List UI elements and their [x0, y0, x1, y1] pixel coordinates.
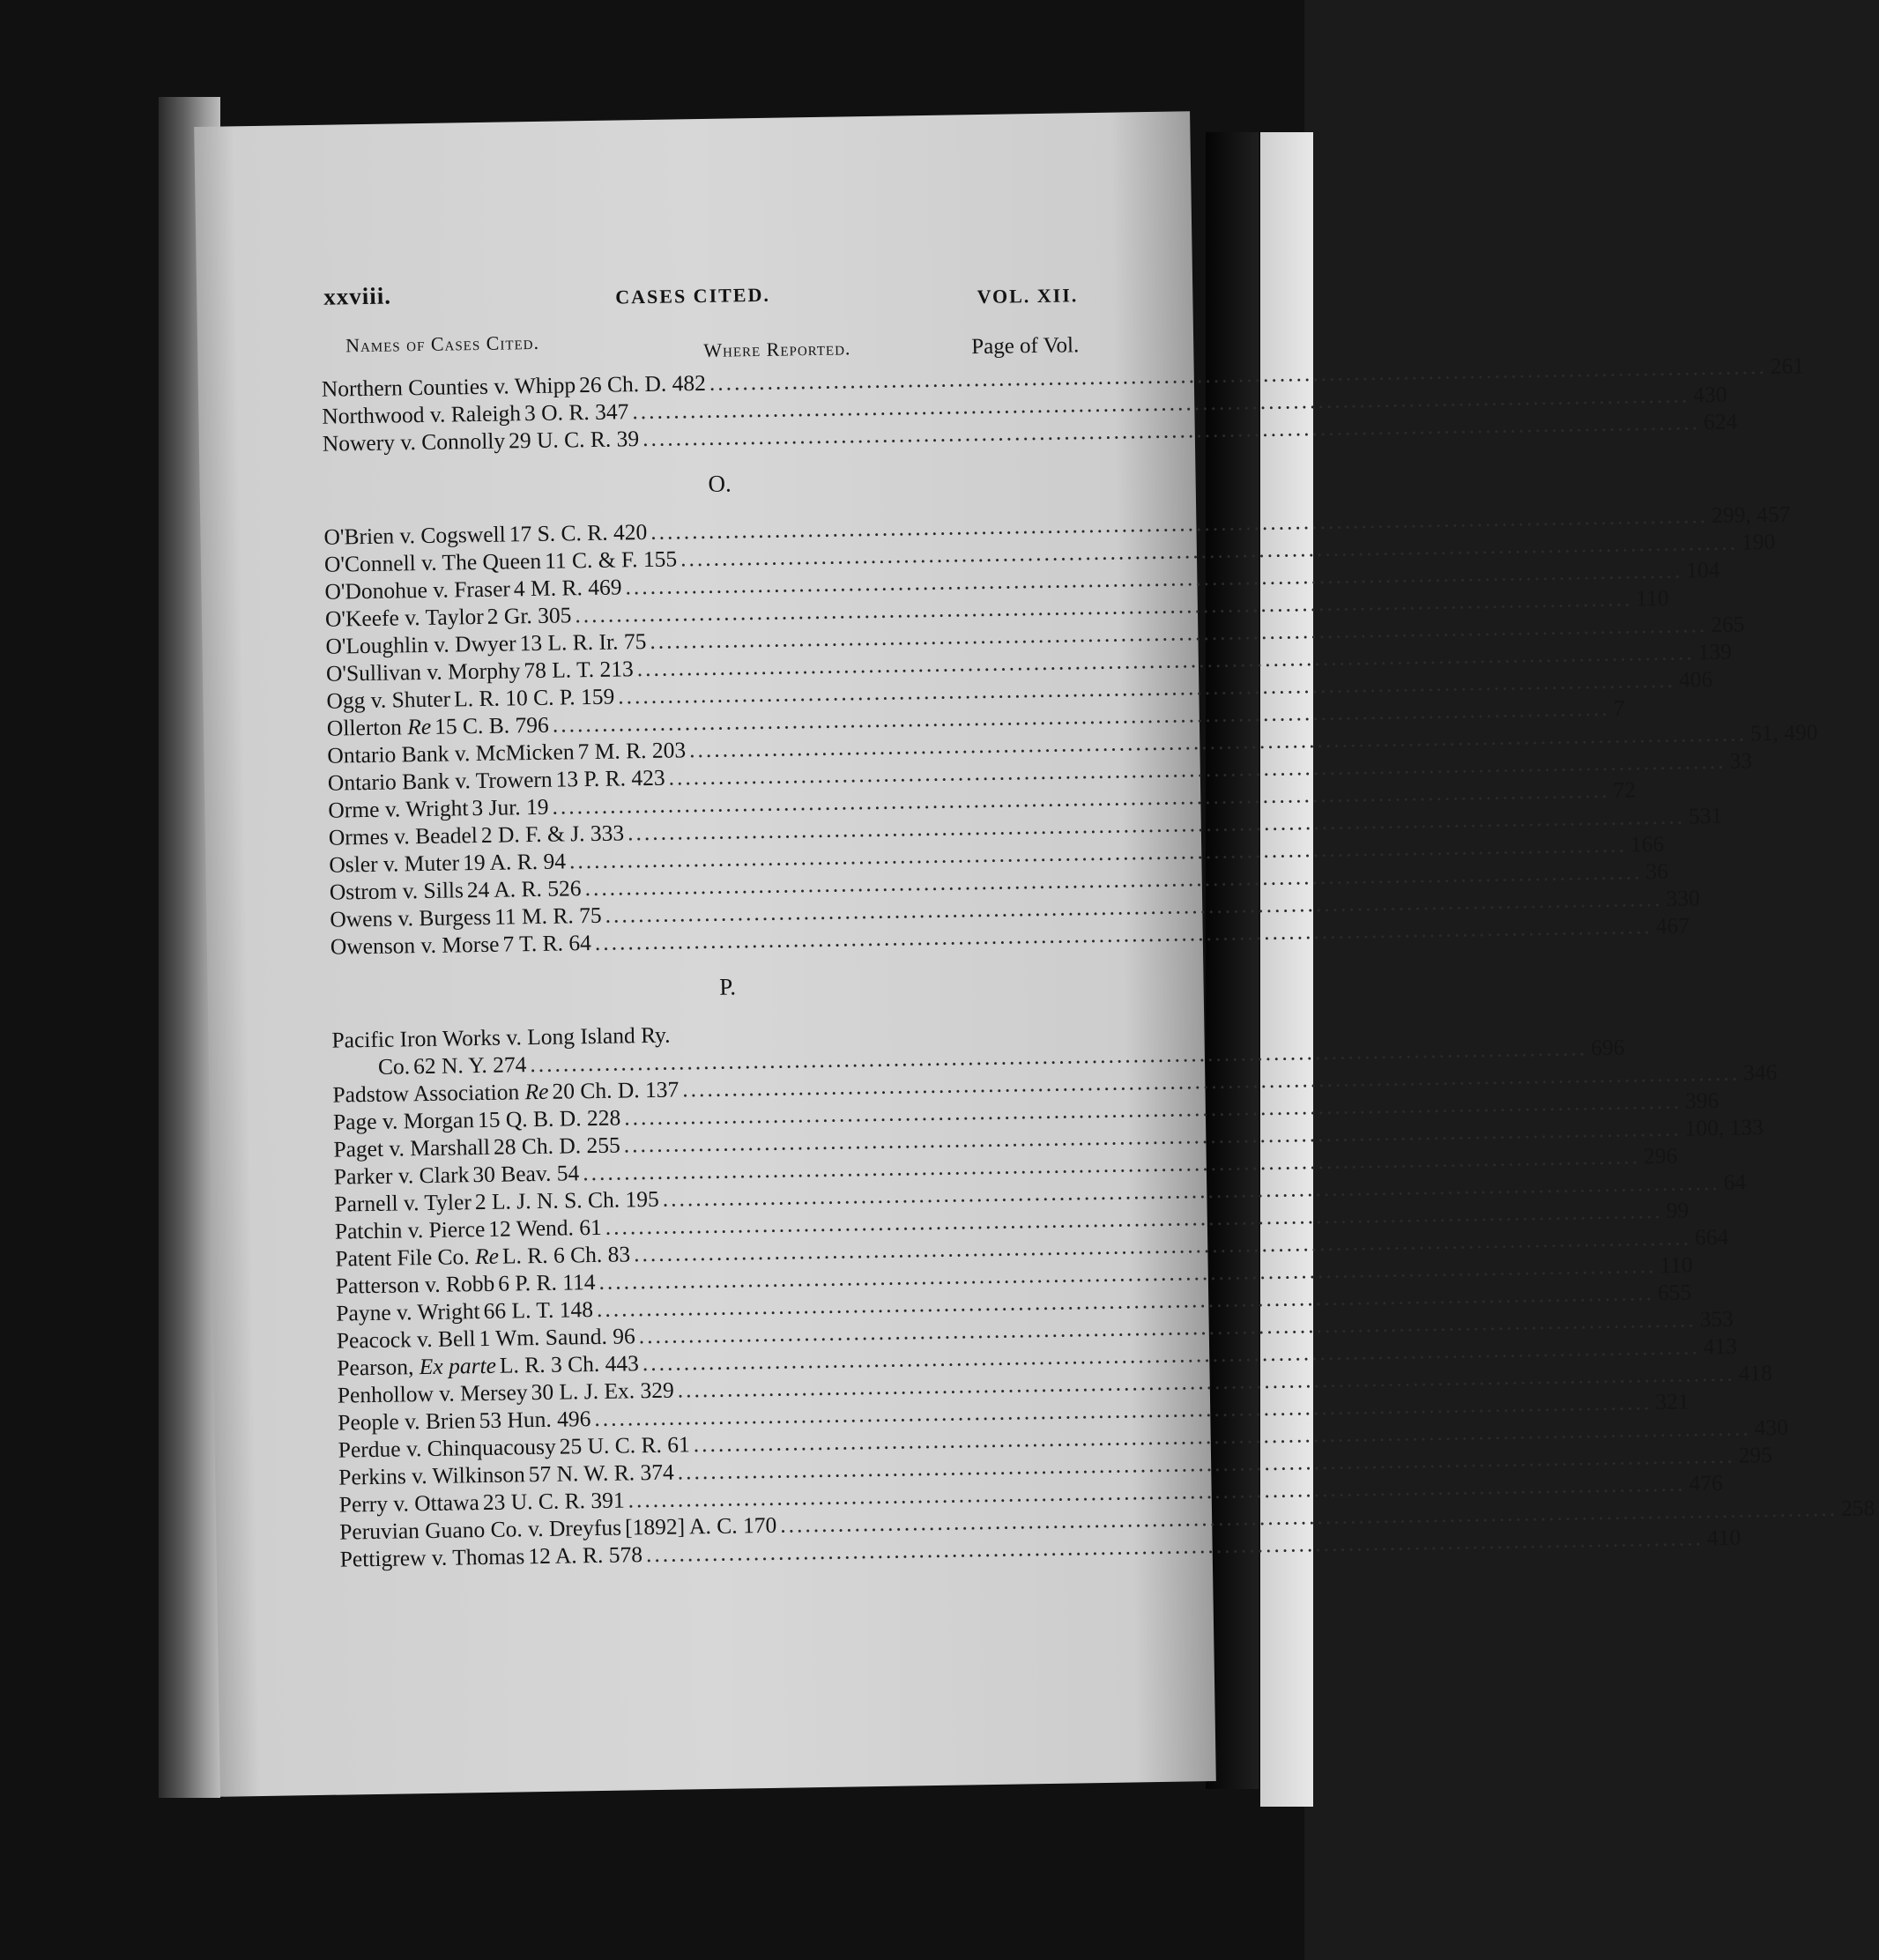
case-name-cell — [323, 427, 506, 457]
page-of-volume: 353 — [1699, 1305, 1734, 1333]
page-of-volume: 110 — [1660, 1251, 1693, 1279]
case-name-qualifier: Re — [407, 713, 432, 740]
book-page — [194, 111, 1875, 1797]
case-name: O'Brien v. Cogswell — [323, 521, 506, 550]
report-citation: [1892] A. C. 170 — [624, 1511, 777, 1541]
page-of-volume: 396 — [1684, 1087, 1719, 1114]
report-citation: 2 L. J. N. S. Ch. 195 — [474, 1185, 660, 1215]
case-name-cell — [326, 686, 450, 715]
page-of-volume: 430 — [1692, 381, 1727, 408]
page-of-volume: 64 — [1723, 1169, 1747, 1195]
page-of-volume: 418 — [1738, 1360, 1773, 1386]
case-name-cell — [328, 794, 468, 823]
case-name-cell — [333, 1133, 490, 1163]
case-name: Ostrom v. Sills — [329, 877, 464, 905]
page-of-volume: 33 — [1729, 747, 1753, 774]
section-letter: P. — [718, 973, 737, 1000]
page-of-volume: 299, 457 — [1711, 501, 1791, 528]
case-name: O'Loughlin v. Dwyer — [325, 630, 516, 659]
page-of-volume: 7 — [1613, 694, 1625, 721]
report-citation: 62 N. Y. 274 — [412, 1051, 527, 1080]
report-citation: 78 L. T. 213 — [524, 656, 634, 684]
report-citation: 1 Wm. Saund. 96 — [479, 1323, 636, 1352]
case-name: O'Connell v. The Queen — [323, 547, 542, 577]
page-of-volume: 166 — [1630, 830, 1665, 858]
page-of-volume: 261 — [1770, 353, 1805, 379]
page-of-volume: 296 — [1643, 1142, 1678, 1169]
case-name: Ollerton — [326, 714, 403, 741]
page-of-volume: 265 — [1710, 611, 1745, 638]
case-name-cell — [330, 903, 491, 933]
page-of-volume: 139 — [1697, 638, 1733, 665]
case-name: Parker v. Clark — [333, 1162, 470, 1190]
case-name-cell — [339, 1489, 480, 1518]
case-name-cell — [330, 876, 464, 905]
report-citation: 15 Q. B. D. 228 — [477, 1104, 621, 1133]
case-name-cell — [324, 547, 542, 578]
case-name-cell — [333, 1106, 475, 1136]
case-name: Perry v. Ottawa — [338, 1489, 480, 1518]
report-citation: 15 C. B. 796 — [434, 711, 550, 739]
report-citation: 7 T. R. 64 — [502, 930, 592, 957]
report-citation: 29 U. C. R. 39 — [508, 426, 640, 454]
page-of-volume: 36 — [1645, 858, 1669, 885]
volume-label: VOL. XII. — [977, 284, 1079, 308]
report-citation: L. R. 6 Ch. 83 — [501, 1241, 631, 1269]
case-name: Padstow Association — [332, 1079, 520, 1108]
case-name-cell — [325, 629, 516, 659]
page-of-volume: 655 — [1657, 1279, 1692, 1306]
page-of-volume: 100, 133 — [1684, 1114, 1764, 1141]
case-name: Penhollow v. Mersey — [337, 1379, 528, 1408]
column-header-where: Where Reported. — [703, 337, 851, 361]
column-header-names: Names of Cases Cited. — [345, 330, 540, 357]
index-section — [323, 464, 1818, 960]
page-of-volume: 664 — [1694, 1223, 1729, 1251]
case-name-continuation — [332, 1052, 411, 1080]
case-name: O'Keefe v. Taylor — [324, 603, 485, 632]
case-name: Parnell v. Tyler — [334, 1189, 472, 1217]
case-name-cell — [335, 1215, 486, 1245]
case-name-cell — [338, 1433, 556, 1464]
report-citation: 25 U. C. R. 61 — [559, 1431, 690, 1459]
case-name-cell — [322, 371, 576, 403]
case-name: Ontario Bank v. Trowern — [327, 766, 553, 796]
report-citation: 3 O. R. 347 — [524, 398, 629, 427]
report-citation: 12 A. R. 578 — [528, 1541, 643, 1570]
case-name: Pacific Iron Works v. Long Island Ry. — [331, 1021, 671, 1053]
case-name-cell — [338, 1460, 525, 1490]
report-citation: 2 D. F. & J. 333 — [480, 820, 625, 848]
index-section — [330, 968, 1875, 1572]
case-name: Peacock v. Bell — [336, 1325, 476, 1354]
case-name: Pettigrew v. Thomas — [339, 1543, 525, 1572]
case-name: O'Donohue v. Fraser — [324, 575, 511, 605]
report-citation: 66 L. T. 148 — [483, 1296, 594, 1324]
page-of-volume: 476 — [1689, 1469, 1723, 1496]
case-name-cell — [327, 713, 432, 742]
case-name-cell — [335, 1243, 499, 1273]
report-citation: 3 Jur. 19 — [472, 793, 549, 821]
case-name: Nowery v. Connolly — [322, 427, 506, 457]
page-of-volume: 624 — [1703, 408, 1738, 435]
case-name: Pearson, — [337, 1354, 414, 1381]
case-name-cell — [334, 1188, 472, 1217]
column-header-page: Page of Vol. — [971, 333, 1080, 360]
page-of-volume: 696 — [1590, 1034, 1625, 1061]
section-letter: O. — [708, 470, 732, 497]
case-name-cell — [334, 1161, 470, 1190]
report-citation: 23 U. C. R. 391 — [482, 1487, 625, 1516]
report-citation: 53 Hun. 496 — [479, 1406, 591, 1434]
report-citation: 4 M. R. 469 — [513, 574, 622, 602]
page-of-volume: 295 — [1738, 1442, 1773, 1468]
case-name-qualifier: Re — [524, 1078, 549, 1105]
case-name: Northern Counties v. Whipp — [321, 372, 576, 402]
case-name: Ormes v. Beadel — [328, 822, 479, 850]
report-citation: 13 P. R. 423 — [555, 764, 665, 792]
case-name: Ontario Bank v. McMicken — [327, 739, 575, 768]
case-name: Perkins v. Wilkinson — [338, 1461, 525, 1490]
page-of-volume: 321 — [1654, 1388, 1690, 1415]
page-of-volume: 413 — [1703, 1333, 1738, 1360]
case-name: Payne v. Wright — [336, 1298, 480, 1326]
case-name: Osler v. Muter — [329, 850, 460, 878]
case-name: Patterson v. Robb — [335, 1270, 495, 1299]
report-citation: 20 Ch. D. 137 — [552, 1076, 680, 1104]
case-name: Perdue v. Chinquacousy — [338, 1433, 556, 1463]
case-name: Page v. Morgan — [332, 1107, 475, 1135]
report-citation: 12 Wend. 61 — [488, 1214, 603, 1242]
page-of-volume: 190 — [1741, 528, 1776, 555]
report-citation: 57 N. W. R. 374 — [528, 1459, 675, 1488]
page-of-volume: 72 — [1613, 776, 1637, 803]
case-name-cell — [339, 1514, 621, 1546]
case-name-qualifier: Ex parte — [419, 1352, 497, 1380]
report-citation: 7 M. R. 203 — [577, 737, 687, 765]
case-name-cell — [322, 399, 521, 430]
case-name-cell — [338, 1378, 528, 1408]
case-name: Northwood v. Raleigh — [322, 400, 522, 429]
index-section — [321, 353, 1805, 457]
case-name-cell — [329, 849, 459, 878]
report-citation: L. R. 3 Ch. 443 — [499, 1350, 640, 1378]
case-name-cell — [326, 657, 521, 687]
case-name-cell — [329, 821, 478, 851]
case-name-qualifier: Re — [474, 1243, 500, 1270]
page-text — [320, 271, 1875, 1572]
page-of-volume: 258 — [1840, 1495, 1875, 1521]
case-name-cell — [325, 603, 484, 633]
case-name-cell — [336, 1270, 495, 1300]
page-of-volume: 51, 490 — [1749, 719, 1818, 746]
page-of-volume: 104 — [1686, 556, 1720, 583]
case-name-continuation-text: Co. — [377, 1053, 411, 1080]
case-name-cell — [324, 575, 510, 605]
case-name-cell — [332, 1078, 549, 1109]
case-name: Peruvian Guano Co. v. Dreyfus — [339, 1514, 622, 1545]
report-citation: 2 Gr. 305 — [486, 602, 572, 629]
case-name-cell — [337, 1325, 476, 1354]
case-name: Orme v. Wright — [328, 795, 469, 823]
report-citation: 24 A. R. 526 — [466, 875, 582, 903]
page-number: xxviii. — [323, 282, 392, 310]
report-citation: 19 A. R. 94 — [462, 848, 567, 876]
page-of-volume: 99 — [1666, 1197, 1690, 1223]
page-of-volume: 330 — [1666, 885, 1700, 911]
page-of-volume: 531 — [1688, 802, 1723, 829]
report-citation: 30 L. J. Ex. 329 — [531, 1377, 674, 1406]
report-citation: 17 S. C. R. 420 — [509, 518, 648, 547]
page-of-volume: 430 — [1754, 1414, 1789, 1441]
case-name-cell — [339, 1542, 524, 1572]
report-citation: L. R. 10 C. P. 159 — [453, 683, 615, 712]
case-name: People v. Brien — [338, 1407, 476, 1436]
case-name-cell — [323, 520, 506, 550]
report-citation: 28 Ch. D. 255 — [493, 1132, 620, 1160]
case-name-cell — [338, 1407, 476, 1436]
case-name: Owens v. Burgess — [330, 903, 492, 932]
page-of-volume: 406 — [1678, 666, 1713, 693]
page-of-volume: 346 — [1742, 1058, 1778, 1086]
page-of-volume: 410 — [1706, 1524, 1742, 1551]
report-citation: 6 P. R. 114 — [498, 1269, 596, 1296]
case-name: Paget v. Marshall — [333, 1133, 491, 1162]
case-name-cell — [336, 1297, 480, 1327]
case-name-cell — [328, 766, 553, 797]
case-name-cell — [327, 738, 575, 768]
case-name-cell — [330, 931, 500, 961]
case-name-cell — [337, 1352, 496, 1382]
case-name: Owenson v. Morse — [330, 931, 500, 960]
case-name: Ogg v. Shuter — [326, 686, 451, 714]
report-citation: 13 L. R. Ir. 75 — [519, 628, 647, 657]
page-title: CASES CITED. — [615, 283, 771, 308]
case-index — [321, 353, 1875, 1572]
report-citation: 11 C. & F. 155 — [544, 546, 678, 574]
report-citation: 11 M. R. 75 — [494, 902, 602, 930]
case-name: Patchin v. Pierce — [334, 1215, 486, 1244]
case-name: Patent File Co. — [335, 1244, 470, 1272]
page-of-volume: 110 — [1636, 584, 1669, 612]
report-citation: 26 Ch. D. 482 — [578, 369, 707, 398]
page-of-volume: 467 — [1655, 912, 1690, 939]
case-name: O'Sullivan v. Morphy — [325, 657, 521, 687]
report-citation: 30 Beav. 54 — [472, 1160, 580, 1188]
